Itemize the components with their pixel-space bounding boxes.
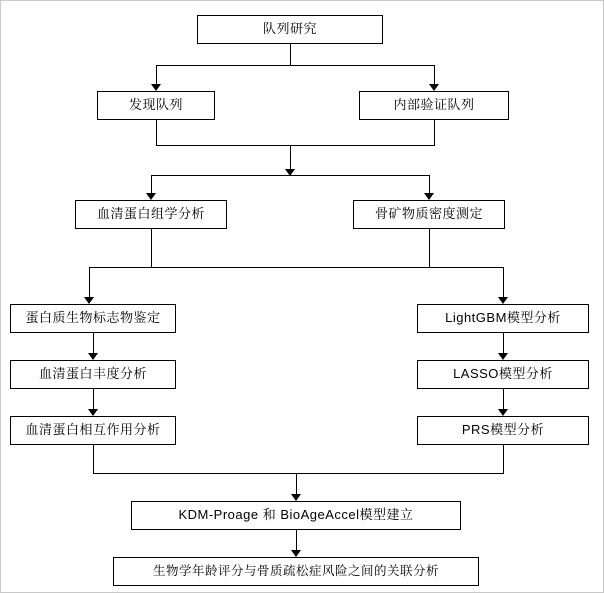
arrowhead-discovery bbox=[151, 84, 161, 91]
node-label: 内部验证队列 bbox=[393, 97, 475, 113]
node-label: PRS模型分析 bbox=[461, 422, 545, 438]
connector-merge2-down bbox=[296, 473, 297, 494]
connector-prs-down bbox=[503, 445, 504, 473]
node-internal-validation-cohort bbox=[359, 91, 509, 120]
node-label: 发现队列 bbox=[128, 97, 183, 113]
node-kdm-bioageaccel-model bbox=[131, 501, 461, 530]
connector-interaction-down bbox=[93, 445, 94, 473]
connector-abundance-to-interaction bbox=[93, 389, 94, 409]
connector-merge-bar-2 bbox=[93, 473, 504, 474]
node-cohort-study bbox=[197, 15, 383, 44]
node-lightgbm-model bbox=[417, 304, 589, 333]
arrowhead-lasso bbox=[498, 353, 508, 360]
arrowhead-bmd bbox=[424, 193, 434, 200]
connector-to-bmd bbox=[429, 175, 430, 193]
node-label: 血清蛋白组学分析 bbox=[96, 206, 205, 222]
node-protein-biomarker-identification bbox=[10, 304, 176, 333]
node-discovery-cohort bbox=[97, 91, 215, 120]
connector-serum-proteomics-down bbox=[151, 229, 152, 267]
node-association-analysis bbox=[113, 557, 479, 586]
connector-to-discovery bbox=[156, 65, 157, 84]
arrowhead-prs bbox=[498, 409, 508, 416]
connector-to-serum-proteomics bbox=[151, 175, 152, 193]
node-lasso-model bbox=[417, 360, 589, 389]
node-label: 骨矿物质密度测定 bbox=[374, 206, 483, 222]
connector-lasso-to-prs bbox=[503, 389, 504, 409]
node-prs-model bbox=[417, 416, 589, 445]
arrowhead-merge1 bbox=[285, 169, 295, 176]
node-label: KDM-Proage 和 BioAgeAccel模型建立 bbox=[178, 507, 414, 523]
node-bmd-measurement bbox=[353, 200, 505, 229]
connector-split-bar-1 bbox=[156, 65, 435, 66]
node-label: LightGBM模型分析 bbox=[445, 310, 561, 326]
connector-bmd-down bbox=[429, 229, 430, 267]
connector-merge1-down bbox=[290, 145, 291, 170]
node-serum-protein-interaction bbox=[10, 416, 176, 445]
connector-kdm-to-association bbox=[296, 530, 297, 550]
arrowhead-interaction bbox=[88, 409, 98, 416]
node-label: 队列研究 bbox=[262, 21, 317, 37]
node-label: 血清蛋白相互作用分析 bbox=[25, 422, 161, 438]
connector-lightgbm-to-lasso bbox=[503, 333, 504, 353]
node-label: 蛋白质生物标志物鉴定 bbox=[25, 310, 161, 326]
connector-cohort-down bbox=[290, 44, 291, 65]
arrowhead-serum-proteomics bbox=[146, 193, 156, 200]
connector-internal-validation-down bbox=[434, 120, 435, 145]
node-serum-protein-abundance bbox=[10, 360, 176, 389]
arrowhead-association bbox=[291, 550, 301, 557]
arrowhead-biomarker bbox=[84, 297, 94, 304]
connector-split-bar-3 bbox=[89, 267, 503, 268]
node-label: LASSO模型分析 bbox=[453, 366, 553, 382]
connector-to-lightgbm bbox=[503, 267, 504, 297]
connector-biomarker-to-abundance bbox=[93, 333, 94, 353]
connector-discovery-down bbox=[156, 120, 157, 145]
node-label: 血清蛋白丰度分析 bbox=[38, 366, 147, 382]
arrowhead-internal-validation bbox=[429, 84, 439, 91]
connector-to-internal-validation bbox=[434, 65, 435, 84]
node-label: 生物学年龄评分与骨质疏松症风险之间的关联分析 bbox=[152, 563, 439, 578]
arrowhead-lightgbm bbox=[498, 297, 508, 304]
connector-to-biomarker bbox=[89, 267, 90, 297]
connector-merge-bar-1 bbox=[156, 145, 435, 146]
node-serum-proteomics bbox=[75, 200, 227, 229]
arrowhead-kdm-model bbox=[291, 494, 301, 501]
arrowhead-abundance bbox=[88, 353, 98, 360]
